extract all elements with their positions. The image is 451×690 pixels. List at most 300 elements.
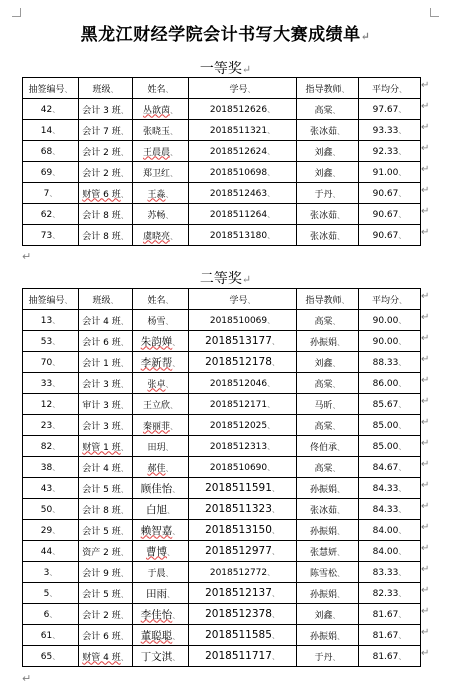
cell-advisor [297, 225, 359, 246]
cell-end-mark: 、 [271, 484, 280, 493]
cell-advisor [297, 604, 359, 625]
row-end-mark: ↵ [421, 627, 430, 638]
cell-end-mark: 、 [172, 358, 181, 368]
header-average-score-text: 平均分 [371, 295, 399, 306]
header-name-text: 姓名 [147, 84, 166, 95]
cell-end-mark: 、 [271, 337, 280, 346]
cell-end-mark: 、 [337, 631, 345, 641]
cell-class [79, 646, 133, 667]
cell-class-text: 会计 2 班 [82, 147, 121, 158]
cell-end-mark: 、 [332, 316, 341, 326]
cell-name [133, 520, 189, 541]
cell-end-mark: 、 [170, 147, 178, 157]
cell-average-score [359, 310, 421, 331]
cell-end-mark: 、 [52, 378, 61, 388]
cell-end-mark: 、 [332, 147, 341, 157]
cell-end-mark: 、 [337, 126, 345, 136]
cell-average-score [359, 478, 421, 499]
cell-student-id [189, 415, 297, 436]
cell-draw-number [23, 310, 79, 331]
cell-average-score [359, 646, 421, 667]
cell-end-mark: 、 [398, 483, 407, 493]
cell-end-mark: 、 [52, 104, 61, 114]
cell-student-id-text: 2018512977 [205, 545, 272, 557]
cell-end-mark: 、 [398, 441, 407, 451]
cell-end-mark: 、 [172, 526, 181, 536]
first-prize-title: 一等奖 [199, 61, 242, 77]
table-row [23, 583, 421, 604]
cell-student-id-text: 2018511264 [209, 209, 268, 220]
cell-class [79, 478, 133, 499]
cell-end-mark: 、 [267, 462, 276, 472]
cell-end-mark: 、 [64, 295, 73, 305]
cell-average-score [359, 141, 421, 162]
cell-class-text: 会计 8 班 [82, 210, 121, 221]
cell-draw-number-text: 3 [43, 567, 50, 578]
cell-class-text: 会计 3 班 [82, 421, 121, 432]
cell-average-score-text: 90.00 [372, 315, 399, 326]
cell-end-mark: 、 [120, 400, 129, 410]
cell-end-mark: 、 [120, 379, 129, 389]
cell-end-mark: 、 [267, 104, 276, 114]
cell-average-score [359, 415, 421, 436]
cell-end-mark: 、 [120, 547, 129, 557]
table-header-row [23, 78, 421, 99]
cell-name [133, 331, 189, 352]
cell-average-score-text: 90.67 [372, 230, 399, 241]
cell-end-mark: 、 [271, 358, 280, 367]
cell-end-mark: 、 [170, 400, 178, 410]
cell-student-id-text: 2018512624 [209, 146, 268, 157]
cell-end-mark: 、 [332, 358, 341, 368]
cell-class-text: 会计 3 班 [82, 105, 121, 116]
cell-draw-number-text: 33 [40, 378, 53, 389]
cell-end-mark: 、 [172, 610, 181, 620]
second-prize-heading [0, 268, 451, 288]
cell-end-mark: 、 [398, 230, 407, 240]
cell-end-mark: 、 [398, 104, 407, 114]
cell-advisor [297, 457, 359, 478]
header-student-id [189, 289, 297, 310]
cell-end-mark: 、 [332, 400, 341, 410]
cell-end-mark: 、 [398, 336, 407, 346]
cell-name-text: 秦丽菲 [142, 421, 170, 432]
cell-end-mark: 、 [52, 357, 61, 367]
cell-student-id-text: 2018512046 [209, 378, 268, 389]
cell-end-mark: 、 [398, 146, 407, 156]
row-end-mark: ↵ [421, 648, 430, 659]
cell-class [79, 625, 133, 646]
cell-advisor [297, 562, 359, 583]
cell-end-mark: 、 [271, 589, 280, 598]
cell-name-text: 王立欣 [142, 400, 170, 411]
header-draw-number-text: 抽签编号 [28, 84, 65, 95]
cell-student-id [189, 183, 297, 204]
paragraph-mark: ↵ [241, 273, 252, 286]
table-row [23, 352, 421, 373]
cell-end-mark: 、 [120, 337, 129, 347]
cell-advisor-text: 马昕 [314, 400, 333, 411]
page-title [0, 20, 451, 45]
cell-advisor-text: 高棠 [314, 316, 333, 327]
cell-name [133, 183, 189, 204]
cell-end-mark: 、 [167, 589, 175, 599]
row-end-mark: ↵ [421, 480, 430, 491]
row-end-mark: ↵ [421, 101, 430, 112]
cell-end-mark: 、 [332, 189, 341, 199]
cell-advisor [297, 394, 359, 415]
cell-class [79, 520, 133, 541]
cell-name-text: 李新帮 [140, 356, 173, 369]
table-row [23, 457, 421, 478]
header-advisor [297, 78, 359, 99]
cell-student-id [189, 604, 297, 625]
cell-student-id-text: 2018511323 [205, 503, 272, 515]
table-row [23, 436, 421, 457]
cell-draw-number [23, 141, 79, 162]
cell-draw-number-text: 50 [40, 504, 53, 515]
cell-end-mark: 、 [398, 588, 407, 598]
cell-advisor [297, 141, 359, 162]
cell-draw-number [23, 520, 79, 541]
cell-advisor-text: 刘鑫 [314, 168, 333, 179]
cell-end-mark: 、 [120, 463, 129, 473]
cell-name-text: 田雨 [146, 587, 167, 600]
cell-end-mark: 、 [170, 421, 178, 431]
cell-advisor-text: 张慧妍 [309, 547, 337, 558]
cell-draw-number-text: 5 [43, 588, 50, 599]
cell-name [133, 120, 189, 141]
cell-end-mark: 、 [52, 146, 61, 156]
cell-end-mark: 、 [52, 462, 61, 472]
table-row [23, 478, 421, 499]
cell-average-score [359, 183, 421, 204]
cell-average-score-text: 90.67 [372, 209, 399, 220]
row-end-mark: ↵ [421, 585, 430, 596]
header-class [79, 289, 133, 310]
header-advisor [297, 289, 359, 310]
cell-name [133, 204, 189, 225]
cell-average-score-text: 84.67 [372, 462, 399, 473]
second-prize-table [22, 288, 421, 667]
cell-average-score [359, 373, 421, 394]
cell-advisor [297, 436, 359, 457]
cell-end-mark: 、 [271, 610, 280, 619]
cell-class-text: 会计 6 班 [82, 337, 121, 348]
cell-student-id [189, 394, 297, 415]
cell-end-mark: 、 [332, 421, 341, 431]
table-row [23, 646, 421, 667]
cell-average-score [359, 604, 421, 625]
cell-end-mark: 、 [267, 567, 276, 577]
cell-student-id-text: 2018512626 [209, 104, 268, 115]
cell-class-text: 资产 2 班 [82, 547, 121, 558]
cell-student-id-text: 2018512378 [205, 608, 272, 620]
cell-draw-number [23, 373, 79, 394]
table-row [23, 604, 421, 625]
cell-draw-number-text: 23 [40, 420, 53, 431]
cell-average-score-text: 90.67 [372, 188, 399, 199]
cell-end-mark: 、 [267, 420, 276, 430]
cell-student-id [189, 352, 297, 373]
cell-name-text: 张晓玉 [142, 126, 170, 137]
cell-student-id [189, 520, 297, 541]
cell-average-score [359, 394, 421, 415]
cell-end-mark: 、 [110, 84, 119, 94]
cell-advisor [297, 583, 359, 604]
table-row [23, 541, 421, 562]
cell-student-id-text: 2018511591 [205, 482, 272, 494]
cell-student-id-text: 2018511717 [205, 650, 272, 662]
cell-class [79, 415, 133, 436]
cell-end-mark: 、 [120, 168, 129, 178]
cell-name-text: 张卓 [147, 379, 166, 390]
cell-end-mark: 、 [120, 589, 129, 599]
cell-class-text: 会计 9 班 [82, 568, 121, 579]
cell-end-mark: 、 [52, 630, 61, 640]
cell-advisor [297, 183, 359, 204]
cell-end-mark: 、 [398, 420, 407, 430]
cell-end-mark: 、 [398, 357, 407, 367]
cell-end-mark: 、 [170, 168, 178, 178]
table-row [23, 204, 421, 225]
cell-advisor [297, 120, 359, 141]
cell-student-id-text: 2018512178 [205, 356, 272, 368]
cell-end-mark: 、 [49, 188, 58, 198]
row-end-mark: ↵ [421, 291, 430, 302]
cell-draw-number-text: 12 [40, 399, 53, 410]
cell-end-mark: 、 [271, 652, 280, 661]
header-class-text: 班级 [92, 84, 111, 95]
cell-advisor-text: 于丹 [314, 189, 333, 200]
cell-class [79, 373, 133, 394]
cell-end-mark: 、 [332, 379, 341, 389]
second-prize-title: 二等奖 [199, 271, 242, 287]
cell-advisor-text: 孙振娟 [309, 589, 337, 600]
cell-draw-number [23, 415, 79, 436]
cell-end-mark: 、 [172, 652, 181, 662]
header-average-score [359, 289, 421, 310]
table-row [23, 499, 421, 520]
header-average-score-text: 平均分 [371, 84, 399, 95]
cell-class [79, 225, 133, 246]
cell-average-score-text: 81.67 [372, 651, 399, 662]
cell-advisor-text: 高棠 [314, 379, 333, 390]
cell-class [79, 162, 133, 183]
row-end-mark: ↵ [421, 185, 430, 196]
table-row [23, 99, 421, 120]
cell-average-score [359, 204, 421, 225]
cell-average-score-text: 92.33 [372, 146, 399, 157]
cell-student-id-text: 2018512171 [209, 399, 268, 410]
cell-end-mark: 、 [52, 651, 61, 661]
cell-draw-number [23, 604, 79, 625]
cell-end-mark: 、 [267, 188, 276, 198]
table-row [23, 331, 421, 352]
cell-end-mark: 、 [267, 146, 276, 156]
cell-class-text: 会计 7 班 [82, 126, 121, 137]
row-end-mark: ↵ [421, 80, 430, 91]
cell-advisor-text: 高棠 [314, 105, 333, 116]
cell-name-text: 赖智嘉 [140, 524, 173, 537]
cell-end-mark: 、 [52, 420, 61, 430]
cell-name [133, 99, 189, 120]
cell-student-id [189, 373, 297, 394]
cell-end-mark: 、 [120, 126, 129, 136]
paragraph-mark: ↵ [360, 30, 371, 43]
cell-class-text: 财管 6 班 [82, 189, 121, 200]
cell-end-mark: 、 [398, 125, 407, 135]
cell-name [133, 162, 189, 183]
cell-advisor-text: 陈雪松 [309, 568, 337, 579]
cell-average-score-text: 97.67 [372, 104, 399, 115]
cell-end-mark: 、 [52, 525, 61, 535]
cell-end-mark: 、 [172, 337, 181, 347]
cell-student-id [189, 331, 297, 352]
cell-class-text: 会计 5 班 [82, 526, 121, 537]
row-end-mark: ↵ [421, 606, 430, 617]
cell-draw-number [23, 162, 79, 183]
cell-draw-number [23, 99, 79, 120]
cell-class [79, 499, 133, 520]
cell-draw-number [23, 646, 79, 667]
cell-draw-number [23, 120, 79, 141]
cell-end-mark: 、 [120, 358, 129, 368]
cell-draw-number [23, 457, 79, 478]
first-prize-heading [0, 58, 451, 78]
cell-name [133, 415, 189, 436]
cell-end-mark: 、 [267, 315, 276, 325]
cell-student-id [189, 625, 297, 646]
cell-draw-number [23, 499, 79, 520]
cell-advisor-text: 刘鑫 [314, 358, 333, 369]
cell-student-id [189, 310, 297, 331]
cell-class-text: 审计 3 班 [82, 400, 121, 411]
cell-end-mark: 、 [398, 651, 407, 661]
cell-end-mark: 、 [120, 484, 129, 494]
cell-class [79, 310, 133, 331]
cell-draw-number [23, 183, 79, 204]
cell-end-mark: 、 [52, 125, 61, 135]
cell-advisor-text: 高棠 [314, 421, 333, 432]
cell-end-mark: 、 [165, 442, 174, 452]
cell-student-id [189, 562, 297, 583]
cell-student-id [189, 162, 297, 183]
cell-class-text: 会计 3 班 [82, 379, 121, 390]
row-end-mark: ↵ [421, 164, 430, 175]
cell-end-mark: 、 [332, 105, 341, 115]
cell-advisor [297, 646, 359, 667]
cell-name [133, 436, 189, 457]
cell-draw-number-text: 69 [40, 167, 53, 178]
cell-student-id-text: 2018512025 [209, 420, 268, 431]
cell-student-id-text: 2018510069 [209, 315, 268, 326]
cell-student-id [189, 583, 297, 604]
row-end-mark: ↵ [421, 333, 430, 344]
cell-average-score [359, 99, 421, 120]
cell-average-score-text: 81.67 [372, 609, 399, 620]
cell-student-id [189, 225, 297, 246]
cell-end-mark: 、 [337, 547, 345, 557]
cell-draw-number-text: 53 [40, 336, 53, 347]
table-row [23, 373, 421, 394]
cell-class-text: 会计 6 班 [82, 631, 121, 642]
row-end-mark: ↵ [421, 354, 430, 365]
cell-class-text: 会计 8 班 [82, 505, 121, 516]
cell-average-score [359, 436, 421, 457]
cell-end-mark: 、 [170, 126, 178, 136]
cell-student-id-text: 2018513150 [205, 524, 272, 536]
cell-class [79, 183, 133, 204]
cell-average-score-text: 84.00 [372, 546, 399, 557]
cell-end-mark: 、 [337, 442, 345, 452]
row-end-mark: ↵ [421, 122, 430, 133]
cell-end-mark: 、 [247, 84, 256, 94]
cell-name-text: 李佳怡 [140, 608, 173, 621]
cell-name [133, 625, 189, 646]
cell-name-text: 董聪聪 [140, 629, 173, 642]
cell-name-text: 朱韵婵 [140, 335, 173, 348]
cell-class-text: 会计 2 班 [82, 168, 121, 179]
cell-name-text: 曹博 [146, 545, 167, 558]
cell-average-score-text: 84.33 [372, 504, 399, 515]
cell-end-mark: 、 [271, 631, 280, 640]
cell-draw-number-text: 13 [40, 315, 53, 326]
row-end-mark: ↵ [421, 417, 430, 428]
header-draw-number-text: 抽签编号 [28, 295, 65, 306]
cell-class-text: 会计 5 班 [82, 589, 121, 600]
cell-draw-number-text: 42 [40, 104, 53, 115]
cell-end-mark: 、 [52, 399, 61, 409]
table-row [23, 162, 421, 183]
cell-draw-number-text: 6 [43, 609, 50, 620]
cell-student-id [189, 141, 297, 162]
cell-student-id-text: 2018512313 [209, 441, 268, 452]
row-end-mark: ↵ [421, 459, 430, 470]
cell-name [133, 373, 189, 394]
cell-draw-number-text: 7 [43, 188, 50, 199]
cell-advisor [297, 625, 359, 646]
cell-end-mark: 、 [49, 609, 58, 619]
cell-student-id [189, 204, 297, 225]
cell-advisor-text: 刘鑫 [314, 147, 333, 158]
cell-class-text: 财管 1 班 [82, 442, 121, 453]
cell-end-mark: 、 [49, 588, 58, 598]
cell-end-mark: 、 [120, 210, 129, 220]
cell-draw-number [23, 583, 79, 604]
cell-student-id [189, 478, 297, 499]
cell-name [133, 583, 189, 604]
header-class [79, 78, 133, 99]
cell-end-mark: 、 [165, 210, 174, 220]
cell-advisor-text: 孙振娟 [309, 484, 337, 495]
cell-end-mark: 、 [267, 378, 276, 388]
cell-name-text: 顾佳怡 [140, 482, 173, 495]
cell-name [133, 499, 189, 520]
cell-class [79, 541, 133, 562]
cell-name-text: 丁文淇 [140, 650, 173, 663]
cell-average-score [359, 457, 421, 478]
cell-average-score-text: 91.00 [372, 167, 399, 178]
cell-end-mark: 、 [120, 189, 129, 199]
cell-class-text: 会计 8 班 [82, 231, 121, 242]
cell-end-mark: 、 [52, 504, 61, 514]
cell-average-score [359, 331, 421, 352]
cell-name-text: 虞晓亮 [142, 231, 170, 242]
cell-end-mark: 、 [271, 547, 280, 556]
cell-average-score-text: 90.00 [372, 336, 399, 347]
cell-name [133, 310, 189, 331]
